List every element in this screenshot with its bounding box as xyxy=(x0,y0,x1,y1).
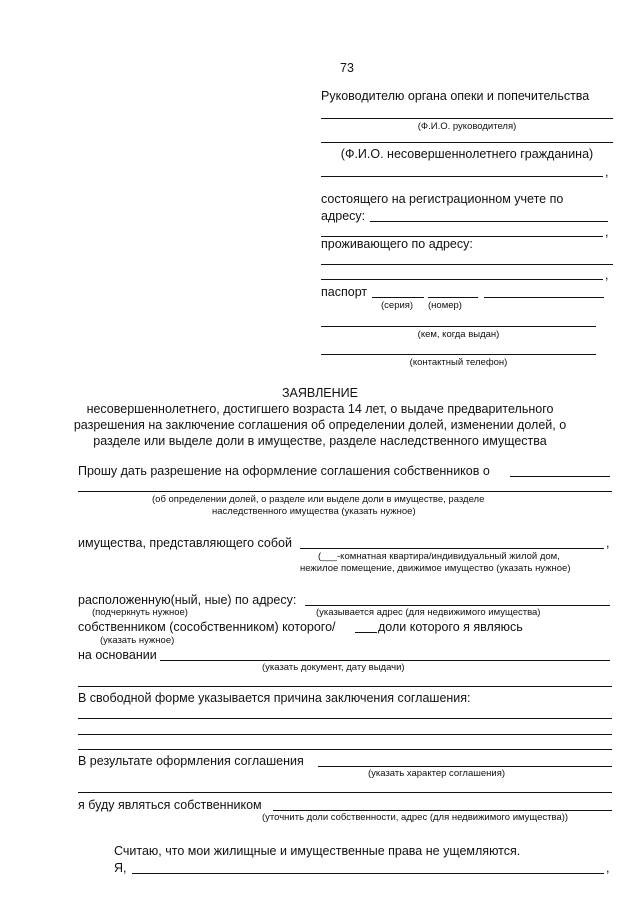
phone-caption: (контактный телефон) xyxy=(409,357,508,368)
owner-label-a: собственником (сособственником) которого/ xyxy=(78,620,336,634)
reason-text: В свободной форме указывается причина заключения соглашения: xyxy=(78,691,471,705)
passport-series-caption: (серия) xyxy=(381,300,414,311)
reason-line-1[interactable] xyxy=(78,718,612,719)
residing-address-line[interactable] xyxy=(321,264,613,265)
property-caption-2: нежилое помещение, движимое имущество (указать нужное) xyxy=(300,563,571,574)
passport-number-caption: (номер) xyxy=(428,300,462,311)
comma: , xyxy=(605,268,609,282)
passport-number-line[interactable] xyxy=(428,297,478,298)
request-line-2[interactable] xyxy=(78,491,612,492)
comma: , xyxy=(605,165,609,179)
registered-label: состоящего на регистрационном учете по xyxy=(321,192,564,206)
head-name-caption: (Ф.И.О. руководителя) xyxy=(417,121,517,132)
minor-name-caption: (Ф.И.О. несовершеннолетнего гражданина) xyxy=(340,147,594,161)
property-line[interactable] xyxy=(300,548,604,549)
specify-caption: (указать нужное) xyxy=(100,635,175,646)
passport-series-line[interactable] xyxy=(372,297,424,298)
owner-share-line[interactable] xyxy=(355,632,377,633)
i-label: Я, xyxy=(114,861,127,875)
consider-text: Считаю, что мои жилищные и имущественные права не ущемляются. xyxy=(114,844,521,858)
located-label: расположенную(ный, ные) по адресу: xyxy=(78,593,297,607)
registered-address-line[interactable] xyxy=(370,221,608,222)
addressee-title: Руководителю органа опеки и попечительства xyxy=(321,89,590,103)
request-caption-1: (об определении долей, о разделе или выделе доли в имуществе, разделе xyxy=(152,494,485,505)
located-address-line[interactable] xyxy=(305,605,610,606)
basis-line[interactable] xyxy=(160,660,610,661)
comma: , xyxy=(605,225,609,239)
basis-caption: (указать документ, дату выдачи) xyxy=(262,662,405,673)
property-label: имущества, представляющего собой xyxy=(78,536,292,550)
comma: , xyxy=(606,536,610,550)
residing-label: проживающего по адресу: xyxy=(321,237,473,251)
document-subtitle-line-1: несовершеннолетнего, достигшего возраста 14 лет, о выдаче предварительного xyxy=(86,402,554,416)
page-number: 73 xyxy=(340,61,354,75)
result-caption: (указать характер соглашения) xyxy=(368,768,506,779)
owner-label-b: доли которого я являюсь xyxy=(378,620,523,634)
phone-line[interactable] xyxy=(321,354,596,355)
address-caption: (указывается адрес (для недвижимого имущества) xyxy=(316,607,541,618)
signature-name-line[interactable] xyxy=(132,873,604,874)
owner-will-caption: (уточнить доли собственности, адрес (для недвижимого имущества)) xyxy=(262,812,569,823)
comma: , xyxy=(606,861,610,875)
passport-issued-caption: (кем, когда выдан) xyxy=(417,329,500,340)
document-subtitle-line-2: разрешения на заключение соглашения об определении долей, изменении долей, о xyxy=(73,418,567,432)
result-label: В результате оформления соглашения xyxy=(78,754,304,768)
request-line[interactable] xyxy=(510,476,610,477)
residing-address-line-2[interactable] xyxy=(321,279,603,280)
basis-line-2[interactable] xyxy=(78,686,612,687)
basis-label: на основании xyxy=(78,648,157,662)
document-subtitle-line-3: разделе или выделе доли в имуществе, разделе наследственного имущества xyxy=(93,434,547,448)
request-text: Прошу дать разрешение на оформление соглашения собственников о xyxy=(78,464,490,478)
reason-line-3[interactable] xyxy=(78,749,612,750)
underline-caption: (подчеркнуть нужное) xyxy=(92,607,188,618)
owner-will-label: я буду являться собственником xyxy=(78,798,262,812)
passport-extra-line[interactable] xyxy=(484,297,604,298)
result-line[interactable] xyxy=(318,766,612,767)
reason-line-2[interactable] xyxy=(78,734,612,735)
head-name-line[interactable] xyxy=(321,118,613,119)
property-caption-1: (___-комнатная квартира/индивидуальный жилой дом, xyxy=(318,551,560,562)
separator-line xyxy=(321,142,613,143)
document-heading: ЗАЯВЛЕНИЕ xyxy=(281,386,358,400)
passport-label: паспорт xyxy=(321,285,368,299)
result-line-2[interactable] xyxy=(78,792,612,793)
request-caption-2: наследственного имущества (указать нужное) xyxy=(212,506,416,517)
registered-address-label: адресу: xyxy=(321,209,366,223)
passport-issued-line[interactable] xyxy=(321,326,596,327)
minor-name-line[interactable] xyxy=(321,176,603,177)
owner-will-line[interactable] xyxy=(273,810,612,811)
